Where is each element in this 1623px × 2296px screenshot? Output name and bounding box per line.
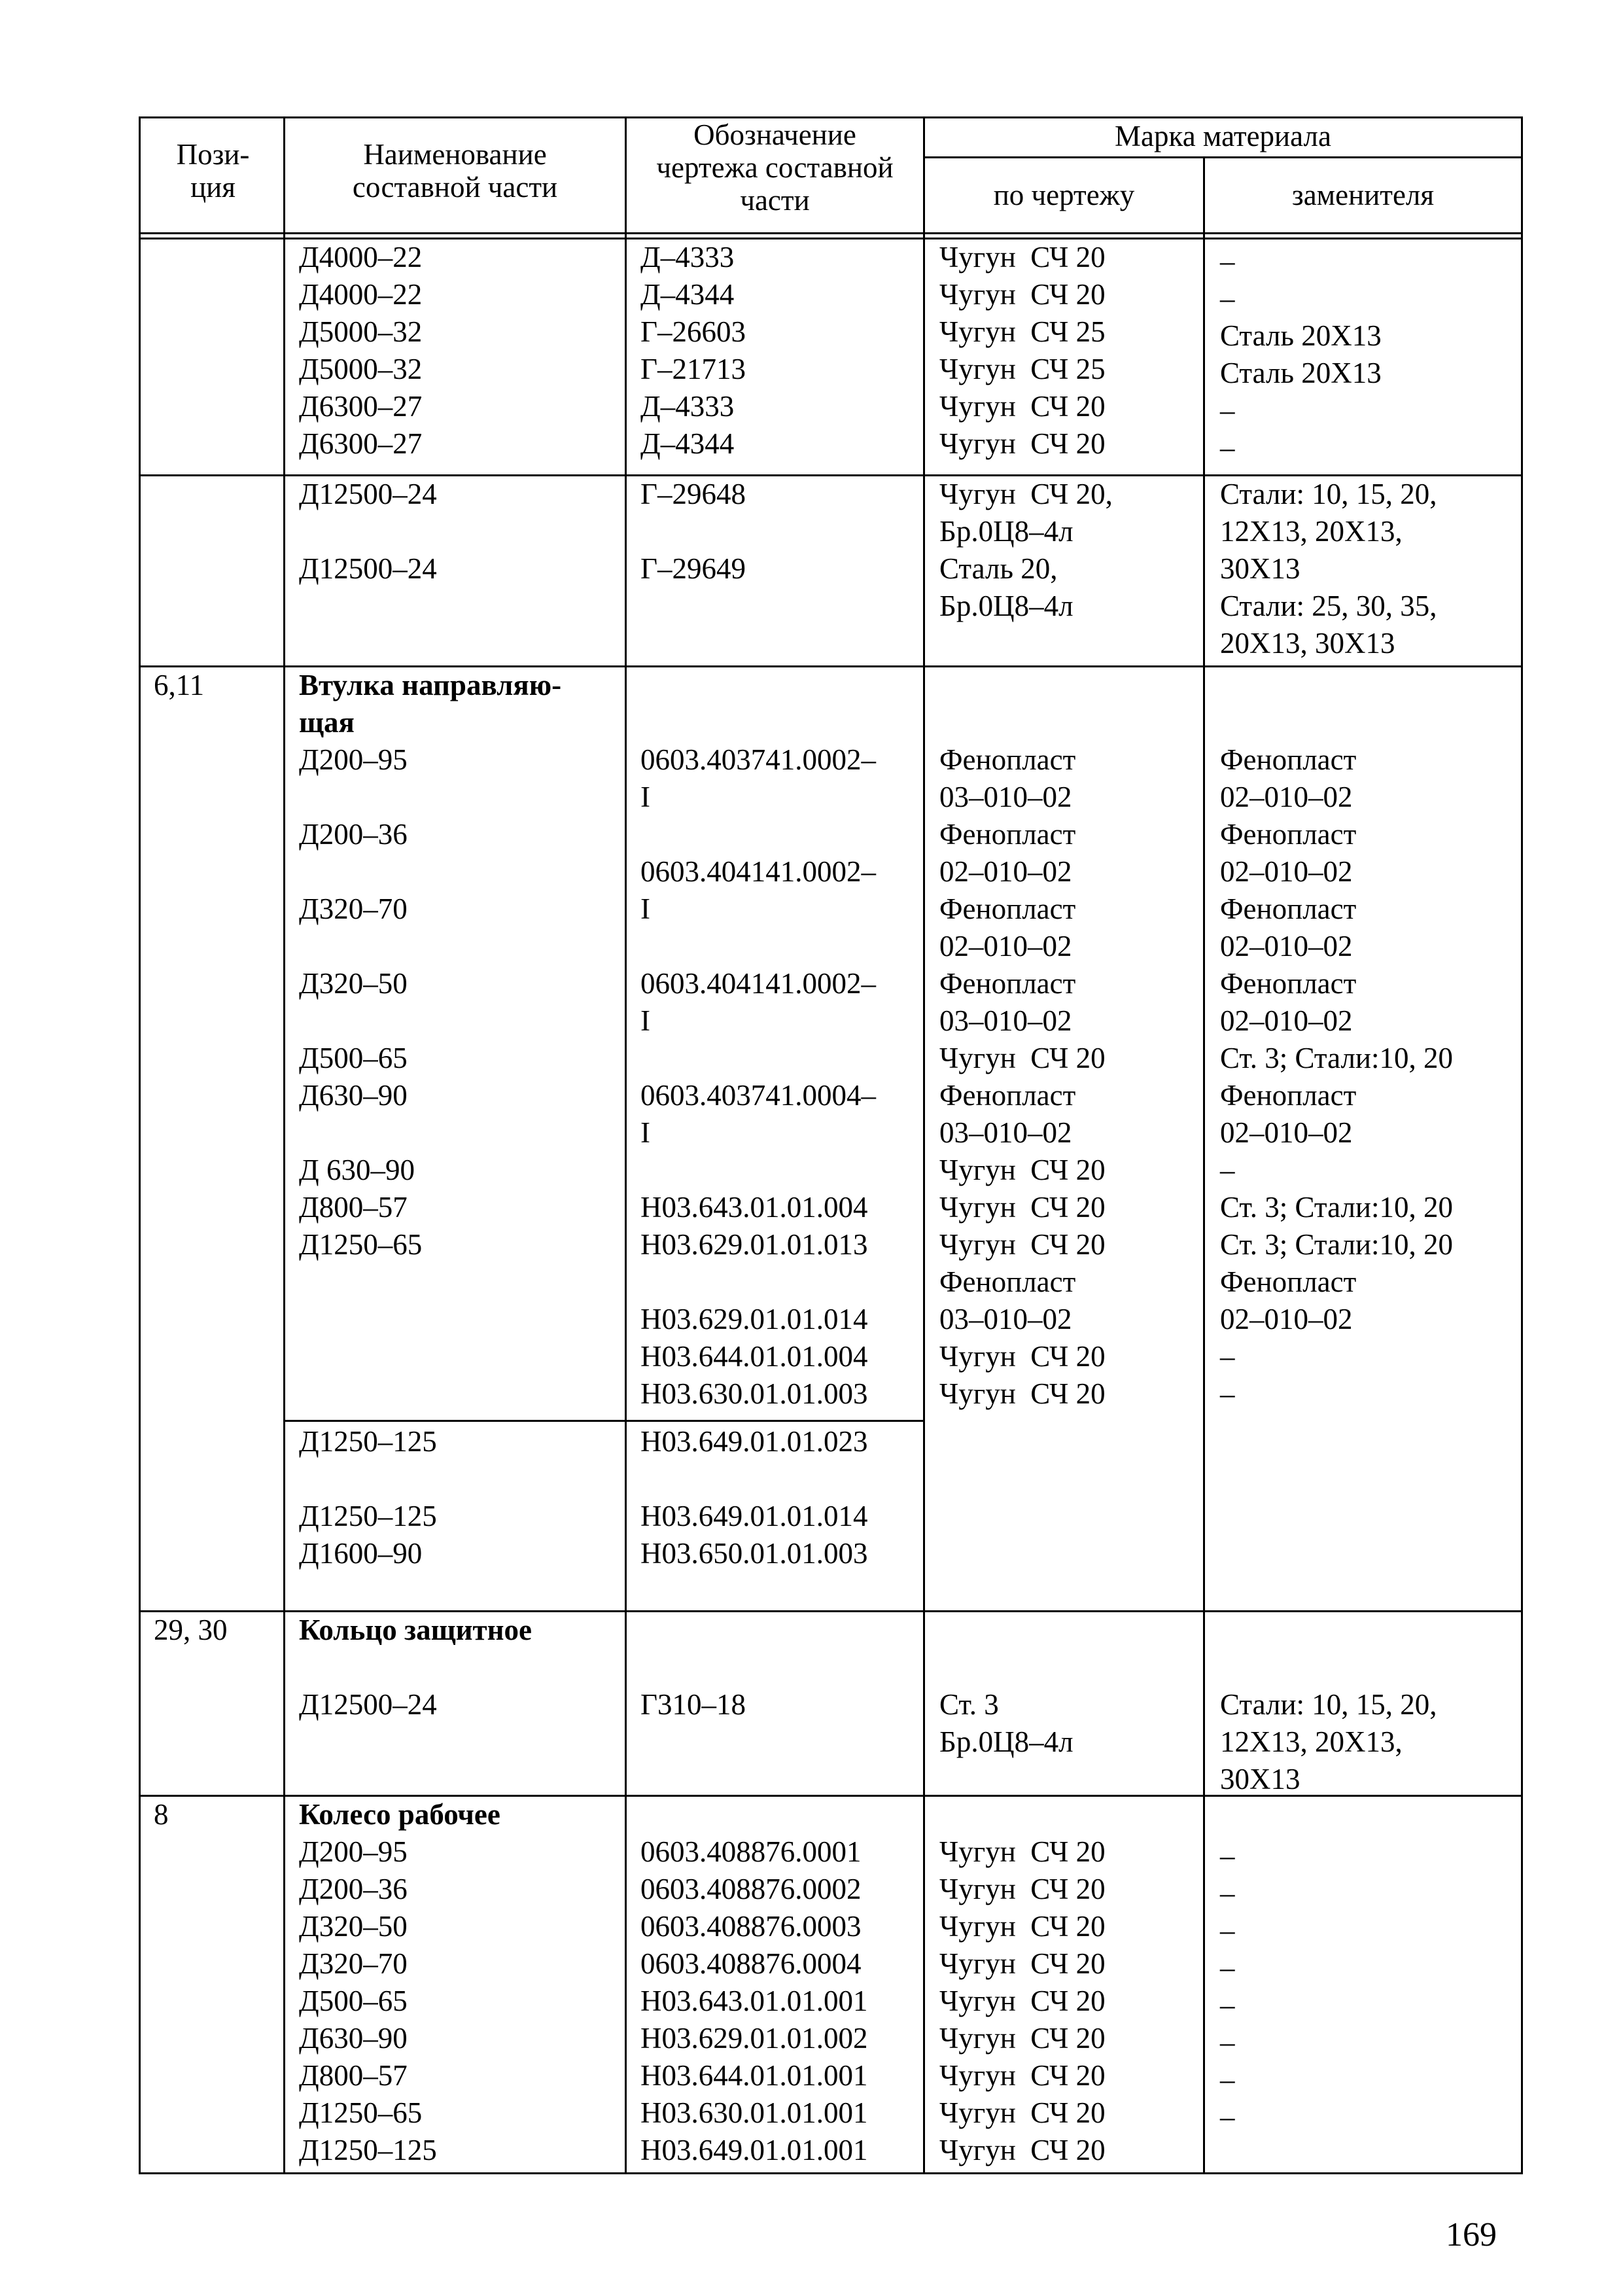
- block-1-by-drawing: Чугун СЧ 20 Чугун СЧ 20 Чугун СЧ 25 Чугун СЧ 25 Чугун СЧ 20 Чугун СЧ 20: [939, 241, 1106, 460]
- block-1-substitute: – – Сталь 20Х13 Сталь 20Х13 – –: [1220, 245, 1382, 464]
- header-substitute: заменителя: [1291, 179, 1435, 211]
- block-5-title: Колесо рабочее: [299, 1798, 500, 1831]
- block-2-by-drawing: Чугун СЧ 20, Бр.0Ц8–4л Сталь 20, Бр.0Ц8–4л: [939, 478, 1113, 622]
- block-4-designation: Г310–18: [640, 1688, 746, 1721]
- block-3-position: 6,11: [154, 669, 205, 701]
- block-4-substitute: Стали: 10, 15, 20, 12Х13, 20Х13, 30Х13: [1220, 1688, 1437, 1795]
- block-4-name: Д12500–24: [299, 1688, 437, 1721]
- header-material: Марка материала: [1115, 120, 1331, 152]
- col-line-3: [923, 118, 925, 2172]
- block-4-title: Кольцо защитное: [299, 1614, 532, 1646]
- block-5-by-drawing: Чугун СЧ 20 Чугун СЧ 20 Чугун СЧ 20 Чугун СЧ 20 Чугун СЧ 20 Чугун СЧ 20 Чугун СЧ 20 Чугун СЧ 20 Чугун СЧ 20: [939, 1835, 1106, 2166]
- block-3-name: Д200–95 Д200–36 Д320–70 Д320–50 Д500–65 Д630–90 Д 630–90 Д800–57 Д1250–65: [299, 743, 423, 1261]
- row-line-subgroup: [283, 1420, 925, 1422]
- block-2-substitute: Стали: 10, 15, 20, 12Х13, 20Х13, 30Х13 Стали: 25, 30, 35, 20Х13, 30Х13: [1220, 478, 1437, 660]
- header-name: Наименование составной части: [352, 138, 558, 203]
- block-1-designation: Д–4333 Д–4344 Г–26603 Г–21713 Д–4333 Д–4344: [640, 241, 746, 460]
- header-position: Пози- ция: [176, 138, 250, 203]
- block-5-substitute: – – – – – – – –: [1220, 1839, 1235, 2133]
- block-5-designation: 0603.408876.0001 0603.408876.0002 0603.408876.0003 0603.408876.0004 Н03.643.01.01.001 Н03.629.01.01.002 Н03.644.01.01.001 Н03.630.01.01.001 Н03.649.01.01.001: [640, 1835, 868, 2166]
- block-3-name-2: Д1250–125 Д1250–125 Д1600–90: [299, 1425, 437, 1570]
- header-bottom-line-1: [141, 232, 1521, 234]
- parts-table: [139, 116, 1523, 2174]
- block-4-position: 29, 30: [154, 1614, 228, 1646]
- block-4-by-drawing: Ст. 3 Бр.0Ц8–4л: [939, 1688, 1073, 1758]
- block-3-title: Втулка направляю- щая: [299, 669, 562, 739]
- block-3-substitute: Фенопласт 02–010–02 Фенопласт 02–010–02 Фенопласт 02–010–02 Фенопласт 02–010–02 Ст. 3; Стали:10, 20 Фенопласт 02–010–02 – Ст. 3; Стали:10, 20 Ст. 3; Стали:10, 20 Фенопласт 02–010–02 – –: [1220, 743, 1454, 1410]
- col-line-1: [283, 118, 285, 2172]
- block-5-name: Д200–95 Д200–36 Д320–50 Д320–70 Д500–65 Д630–90 Д800–57 Д1250–65 Д1250–125: [299, 1835, 437, 2166]
- col-line-4: [1203, 158, 1205, 2172]
- col-line-2: [625, 118, 627, 2172]
- header-designation: Обозначение чертежа составной части: [656, 118, 894, 217]
- block-2-name: Д12500–24 Д12500–24: [299, 478, 437, 585]
- block-5-position: 8: [154, 1798, 169, 1831]
- header-by-drawing: по чертежу: [993, 179, 1135, 211]
- block-3-by-drawing: Фенопласт 03–010–02 Фенопласт 02–010–02 Фенопласт 02–010–02 Фенопласт 03–010–02 Чугун СЧ 20 Фенопласт 03–010–02 Чугун СЧ 20 Чугун СЧ 20 Чугун СЧ 20 Фенопласт 03–010–02 Чугун СЧ 20 Чугун СЧ 20: [939, 743, 1106, 1410]
- block-1-name: Д4000–22 Д4000–22 Д5000–32 Д5000–32 Д6300–27 Д6300–27: [299, 241, 423, 460]
- block-3-designation: 0603.403741.0002– I 0603.404141.0002– I 0603.404141.0002– I 0603.403741.0004– I Н03.643.01.01.004 Н03.629.01.01.013 Н03.629.01.01.014 Н03.644.01.01.004 Н03.630.01.01.003: [640, 743, 876, 1410]
- page-number: 169: [1446, 2216, 1497, 2253]
- block-3-designation-2: Н03.649.01.01.023 Н03.649.01.01.014 Н03.650.01.01.003: [640, 1425, 868, 1570]
- block-2-designation: Г–29648 Г–29649: [640, 478, 746, 585]
- material-subheader-line: [923, 156, 1521, 158]
